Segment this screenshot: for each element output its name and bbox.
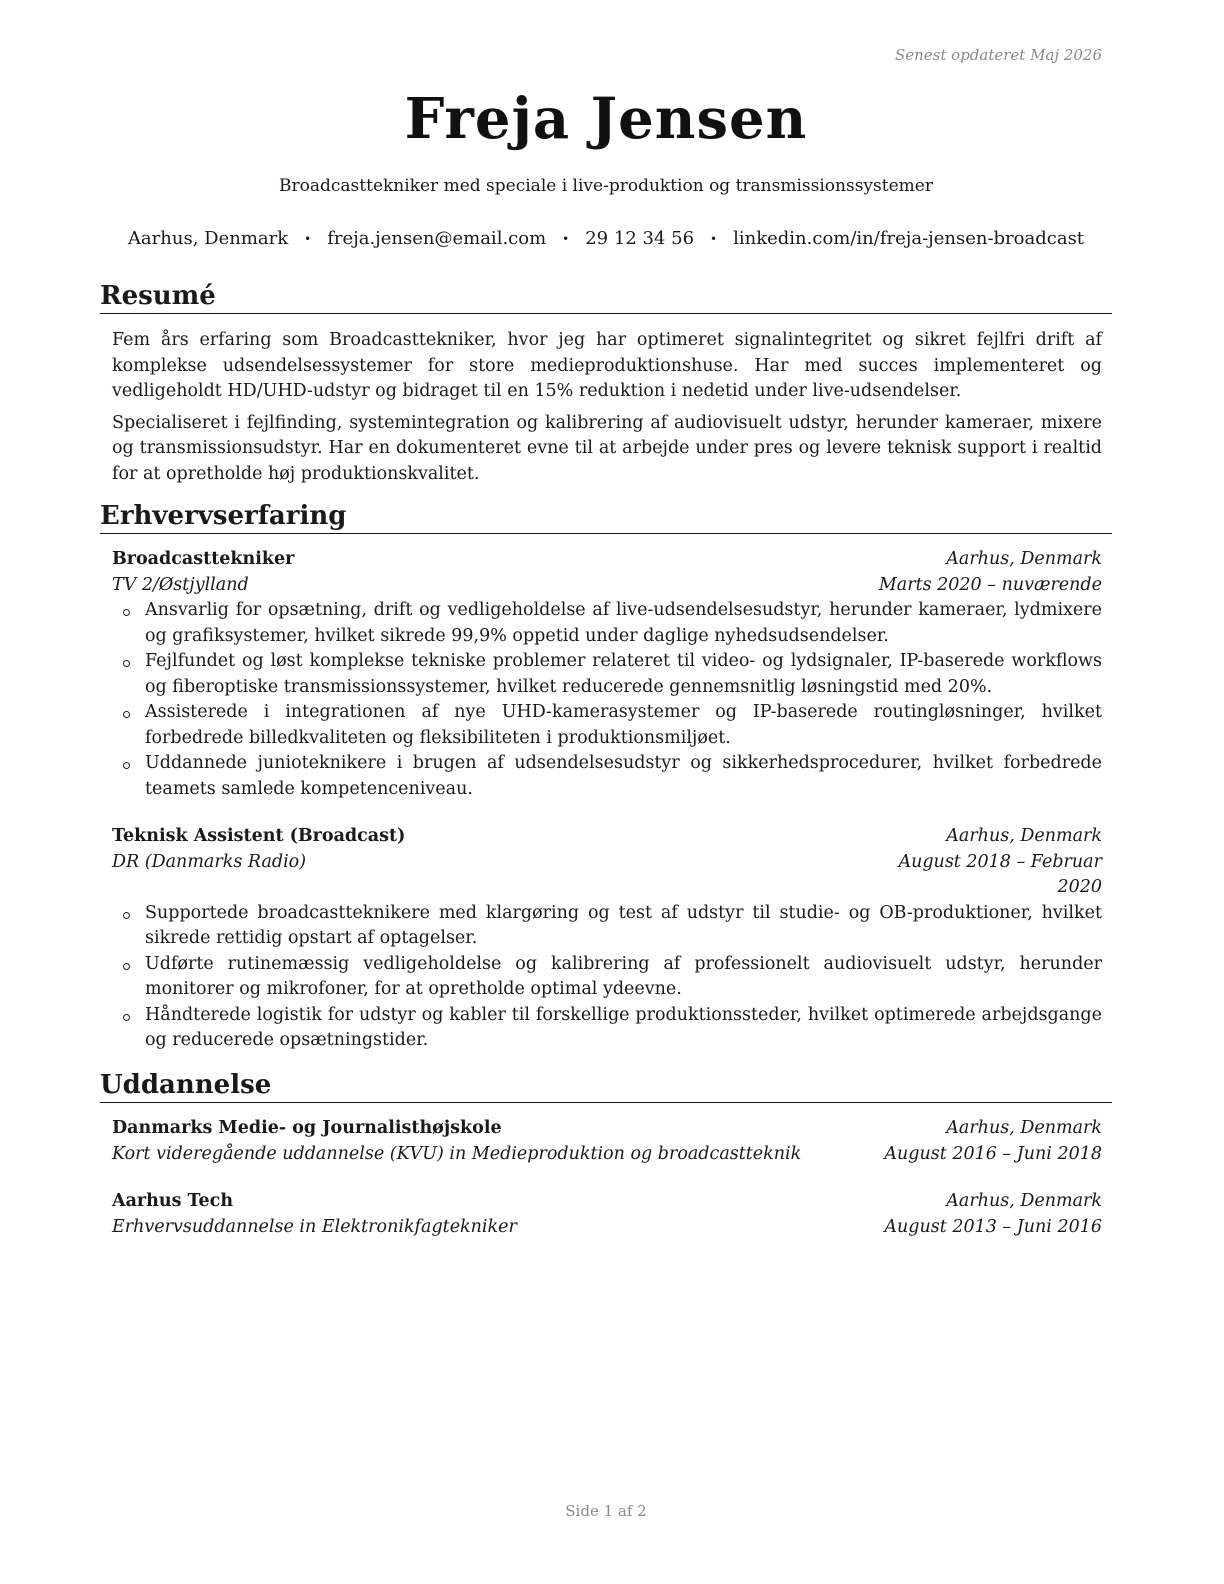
- contact-separator: •: [710, 232, 718, 246]
- candidate-name: Freja Jensen: [404, 86, 808, 152]
- job-location: Aarhus, Denmark: [946, 826, 1102, 846]
- contact-email[interactable]: freja.jensen@email.com: [327, 228, 547, 249]
- school-dates: August 2013 – Juni 2016: [884, 1216, 1102, 1237]
- job-bullet-list: [112, 598, 1102, 802]
- job-bullet: Ansvarlig for opsætning, drift og vedligeholdelse af live-udsendelsesudstyr, herunder kameraer, lydmixere og grafiksystemer, hvilket sikrede 99,9% oppetid under daglige nyhedsudsendelser.: [112, 598, 1102, 649]
- candidate-tagline: Broadcasttekniker med speciale i live-produktion og transmissionssystemer: [279, 176, 933, 196]
- contact-separator: •: [304, 232, 312, 246]
- education-entry: [112, 1189, 1102, 1240]
- job-entry: [112, 547, 1102, 802]
- job-entry: [112, 824, 1102, 1054]
- last-updated-note: Senest opdateret Maj 2026: [894, 46, 1102, 64]
- job-bullet: Håndterede logistik for udstyr og kabler til forskellige produktionssteder, hvilket optimerede arbejdsgange og reducerede opsætningstider.: [112, 1003, 1102, 1054]
- summary-section: [100, 280, 1112, 487]
- section-title-experience: Erhvervserfaring: [100, 500, 1112, 534]
- job-bullet: Assisterede i integrationen af nye UHD-kamerasystemer og IP-baserede routingløsninger, hvilket forbedrede billedkvaliteten og fleksibiliteten i produktionsmiljøet.: [112, 700, 1102, 751]
- job-role: Teknisk Assistent (Broadcast): [112, 826, 406, 846]
- job-bullet: Udførte rutinemæssig vedligeholdelse og kalibrering af professionelt audiovisuelt udstyr, herunder monitorer og mikrofoner, for at opretholde optimal ydeevne.: [112, 952, 1102, 1003]
- section-title-summary: Resumé: [100, 280, 1112, 314]
- summary-paragraph: Specialiseret i fejlfinding, systemintegration og kalibrering af audiovisuelt udstyr, herunder kameraer, mixere og transmissionsudstyr. Har en dokumenteret evne til at arbejde under pres og levere teknisk support i realtid for at opretholde høj produktionskvalitet.: [112, 412, 1102, 484]
- school-degree: Erhvervsuddannelse in Elektronikfagtekniker: [112, 1216, 517, 1237]
- school-location: Aarhus, Denmark: [946, 1118, 1102, 1138]
- experience-section: [100, 500, 1112, 1054]
- school-dates: August 2016 – Juni 2018: [884, 1143, 1102, 1164]
- job-bullet: Uddannede junioteknikere i brugen af udsendelsesudstyr og sikkerhedsprocedurer, hvilket forbedrede teamets samlede kompetenceniveau.: [112, 751, 1102, 802]
- summary-paragraph: Fem års erfaring som Broadcasttekniker, hvor jeg har optimeret signalintegritet og sikret fejlfri drift af komplekse udsendelsessystemer for store medieproduktionshuse. Har med succes implementeret og vedligeholdt HD/UHD-udstyr og bidraget til en 15% reduktion i nedetid under live-udsendelser.: [112, 330, 1102, 401]
- job-bullet: Supportede broadcastteknikere med klargøring og test af udstyr til studie- og OB-produktioner, hvilket sikrede rettidig opstart af optagelser.: [112, 901, 1102, 952]
- job-company: DR (Danmarks Radio): [112, 851, 307, 872]
- contact-phone: 29 12 34 56: [585, 228, 695, 249]
- page-number: Side 1 af 2: [565, 1502, 647, 1520]
- job-bullet: Fejlfundet og løst komplekse tekniske problemer relateret til video- og lydsignaler, IP-baserede workflows og fiberoptiske transmissionssystemer, hvilket reducerede gennemsnitlig løsningstid med 20%.: [112, 649, 1102, 700]
- job-company: TV 2/Østjylland: [112, 574, 249, 595]
- school-name: Aarhus Tech: [112, 1191, 234, 1211]
- job-location: Aarhus, Denmark: [946, 549, 1102, 569]
- job-dates: Marts 2020 – nuværende: [878, 574, 1102, 595]
- section-title-education: Uddannelse: [100, 1069, 1112, 1103]
- education-entry: [112, 1116, 1102, 1167]
- contact-linkedin[interactable]: linkedin.com/in/freja-jensen-broadcast: [733, 228, 1085, 249]
- school-location: Aarhus, Denmark: [946, 1191, 1102, 1211]
- job-dates: August 2018 – Februar 2020: [898, 851, 1102, 897]
- contact-line: [100, 228, 1112, 249]
- job-role: Broadcasttekniker: [112, 549, 295, 569]
- education-section: [100, 1069, 1112, 1240]
- job-bullet-list: [112, 901, 1102, 1054]
- contact-location: Aarhus, Denmark: [127, 228, 289, 249]
- school-degree: Kort videregående uddannelse (KVU) in Medieproduktion og broadcastteknik: [112, 1143, 802, 1164]
- contact-separator: •: [562, 232, 570, 246]
- school-name: Danmarks Medie- og Journalisthøjskole: [112, 1118, 502, 1138]
- resume-page: [100, 0, 1112, 1584]
